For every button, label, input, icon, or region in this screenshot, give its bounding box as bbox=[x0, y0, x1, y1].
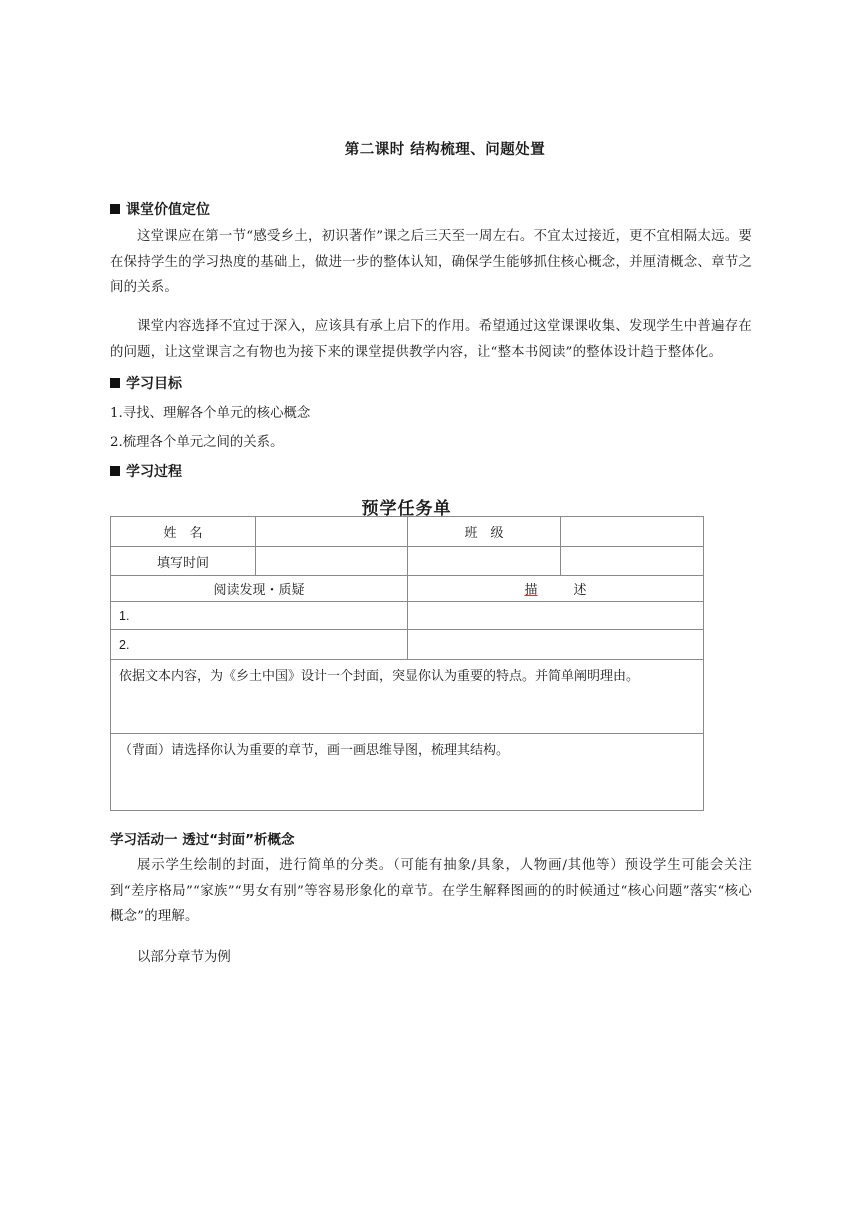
table-row bbox=[111, 734, 704, 811]
empty-cell bbox=[408, 547, 561, 576]
table-row bbox=[111, 576, 704, 602]
class-input-cell[interactable] bbox=[561, 517, 704, 547]
description-header-char-1: 描 bbox=[524, 583, 538, 598]
back-task-text: （背面）请选择你认为重要的章节，画一画思维导图，梳理其结构。 bbox=[119, 743, 510, 758]
row-number: 2. bbox=[119, 637, 130, 652]
paragraph-value-2: 课堂内容选择不宜过于深入，应该具有承上启下的作用。希望通过这堂课课收集、发现学生中普遍存在的问题，让这堂课言之有物也为接下来的课堂提供教学内容，让“整本书阅读”的整体设计趋于整体化。 bbox=[110, 319, 752, 360]
cover-task-text: 依据文本内容，为《乡土中国》设计一个封面，突显你认为重要的特点。并简单阐明理由。 bbox=[119, 669, 640, 684]
class-label: 班 级 bbox=[464, 526, 504, 541]
goal-item-1: 1.寻找、理解各个单元的核心概念 bbox=[110, 406, 311, 421]
description-header-cell bbox=[408, 576, 704, 602]
heading-text: 学习过程 bbox=[126, 464, 182, 480]
activity-title: 学习活动一 透过“封面”析概念 bbox=[110, 832, 295, 848]
time-label: 填写时间 bbox=[156, 555, 209, 571]
lesson-title: 第二课时 结构梳理、问题处置 bbox=[344, 142, 546, 158]
class-label-cell bbox=[408, 517, 561, 547]
section-heading-goals bbox=[110, 373, 182, 393]
section-heading-process bbox=[110, 461, 182, 481]
activity-paragraph: 展示学生绘制的封面，进行简单的分类。（可能有抽象/具象，人物画/其他等）预设学生可能会关注到“差序格局”“家族”“男女有别”等容易形象化的章节。在学生解释图画的的时候通过“核心问题”落实“核心概念”的理解。 bbox=[110, 858, 752, 924]
discovery-header-cell bbox=[111, 576, 408, 602]
heading-text: 课堂价值定位 bbox=[126, 202, 210, 218]
section-heading-value bbox=[110, 199, 210, 219]
description-row-1[interactable] bbox=[408, 602, 704, 630]
table-row bbox=[111, 517, 704, 547]
description-row-2[interactable] bbox=[408, 630, 704, 660]
back-task-cell[interactable] bbox=[111, 734, 704, 811]
table-row bbox=[111, 602, 704, 630]
empty-cell bbox=[561, 547, 704, 576]
name-label: 姓 名 bbox=[163, 526, 203, 541]
time-input-cell[interactable] bbox=[256, 547, 408, 576]
description-header-char-2: 述 bbox=[573, 583, 587, 598]
square-bullet-icon bbox=[110, 466, 120, 476]
row-number: 1. bbox=[119, 608, 130, 623]
table-row bbox=[111, 547, 704, 576]
heading-text: 学习目标 bbox=[126, 376, 182, 392]
time-label-cell bbox=[111, 547, 256, 576]
discovery-row-2[interactable] bbox=[111, 630, 408, 660]
worksheet-title: 预学任务单 bbox=[361, 499, 452, 519]
table-row bbox=[111, 660, 704, 734]
goal-item-2: 2.梳理各个单元之间的关系。 bbox=[110, 435, 284, 450]
square-bullet-icon bbox=[110, 204, 120, 214]
name-input-cell[interactable] bbox=[256, 517, 408, 547]
discovery-row-1[interactable] bbox=[111, 602, 408, 630]
name-label-cell bbox=[111, 517, 256, 547]
square-bullet-icon bbox=[110, 378, 120, 388]
discovery-header: 阅读发现・质疑 bbox=[213, 583, 305, 598]
worksheet-table bbox=[110, 516, 704, 811]
activity-example: 以部分章节为例 bbox=[137, 950, 231, 965]
paragraph-value-1: 这堂课应在第一节“感受乡土，初识著作”课之后三天至一周左右。不宜太过接近，更不宜相隔太远。要在保持学生的学习热度的基础上，做进一步的整体认知，确保学生能够抓住核心概念，并厘清概念、章节之间的关系。 bbox=[110, 229, 752, 295]
table-row bbox=[111, 630, 704, 660]
cover-task-cell[interactable] bbox=[111, 660, 704, 734]
